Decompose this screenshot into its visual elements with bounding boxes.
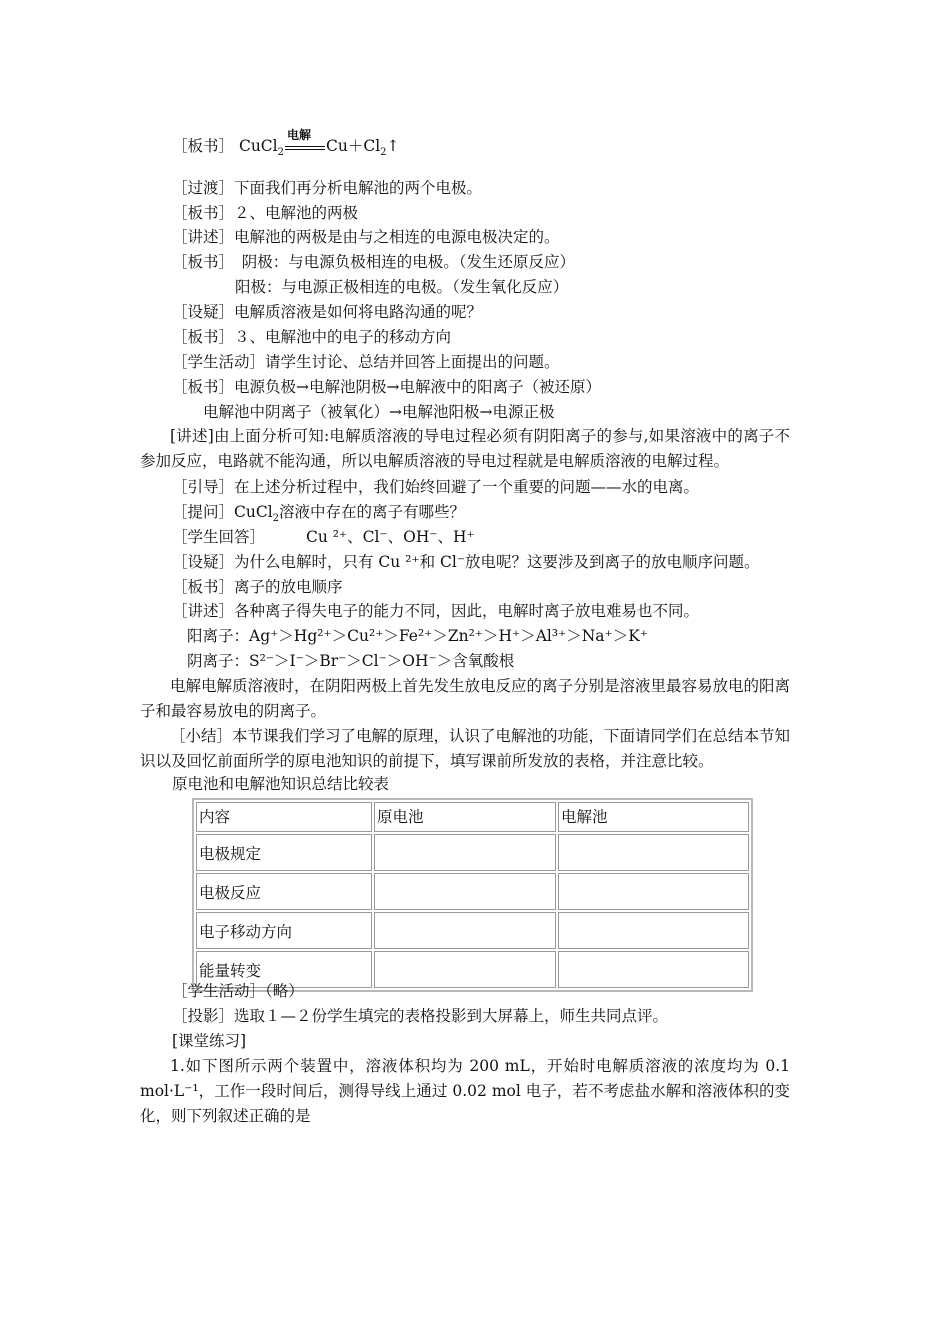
reactant-subscript: 2: [277, 147, 284, 159]
equation-line: [172, 128, 400, 159]
text-line: ［讲述］各种离子得失电子的能力不同，因此，电解时离子放电难易也不同。: [172, 602, 700, 620]
table-header-row: [196, 802, 749, 832]
table-row: [196, 873, 749, 910]
text-line: ［板书］３、电解池中的电子的移动方向: [172, 328, 452, 346]
header-cell: 电解池: [558, 802, 749, 832]
question-line: [172, 502, 466, 525]
line-tag: ［板书］: [172, 137, 235, 155]
cation-order: 阳离子：Ag⁺＞Hg²⁺＞Cu²⁺＞Fe²⁺＞Zn²⁺＞H⁺＞Al³⁺＞Na⁺＞K⁺: [187, 627, 648, 645]
table-row: [196, 834, 749, 871]
row-label: 能量转变: [196, 951, 372, 988]
text-line: 电解池中阴离子（被氧化）→电解池阳极→电源正极: [203, 403, 555, 421]
reactant: CuCl: [238, 137, 278, 155]
table-cell: [374, 951, 556, 988]
subscript: 2: [272, 513, 280, 525]
product-subscript: 2: [380, 147, 387, 159]
question-text: ［提问］CuCl: [172, 503, 273, 521]
header-cell: 内容: [196, 802, 372, 832]
table-caption: 原电池和电解池知识总结比较表: [172, 775, 390, 793]
text-line: ［板书］２、电解池的两极: [172, 204, 359, 222]
line-tag: ［学生回答］: [172, 528, 266, 546]
anion-order: 阴离子：S²⁻＞I⁻＞Br⁻＞Cl⁻＞OH⁻＞含氧酸根: [187, 652, 515, 670]
text-line: ［设疑］电解质溶液是如何将电路沟通的呢？: [172, 303, 483, 321]
text-line: ［设疑］为什么电解时，只有 Cu ²⁺和 Cl⁻放电呢？这要涉及到离子的放电顺序问题。: [172, 553, 760, 571]
table-cell: [558, 951, 749, 988]
text-line: [课堂练习]: [172, 1032, 247, 1050]
exercise-paragraph: 1.如下图所示两个装置中，溶液体积均为 200 mL，开始时电解质溶液的浓度均为 0.1 mol·L⁻¹，工作一段时间后，测得导线上通过 0.02 mol 电子，若不考虑盐水解和溶液体积的变化，则下列叙述正确的是: [140, 1057, 790, 1125]
paragraph: ［小结］本节课我们学习了电解的原理，认识了电解池的功能，下面请同学们在总结本节知识以及回忆前面所学的原电池知识的前提下，填写课前所发放的表格，并注意比较。: [140, 727, 791, 770]
question-text-end: 溶液中存在的离子有哪些？: [279, 503, 466, 521]
gas-arrow: ↑: [386, 137, 400, 155]
table-cell: [374, 912, 556, 949]
row-label: 电极规定: [196, 834, 372, 871]
text-line: ［讲述］电解池的两极是由与之相连的电源电极决定的。: [172, 228, 560, 246]
table-row: [196, 912, 749, 949]
row-label: 电极反应: [196, 873, 372, 910]
text-line: 阳极：与电源正极相连的电极。（发生氧化反应）: [235, 278, 569, 296]
text-line: ［引导］在上述分析过程中，我们始终回避了一个重要的问题——水的电离。: [172, 478, 700, 496]
table-cell: [558, 873, 749, 910]
text-line: ［过渡］下面我们再分析电解池的两个电极。: [172, 179, 483, 197]
reaction-condition: 电解: [287, 128, 312, 142]
table-cell: [558, 834, 749, 871]
text-line: ［学生活动］请学生讨论、总结并回答上面提出的问题。: [172, 353, 560, 371]
product: Cu＋Cl: [326, 137, 381, 155]
text-line: ［板书］电源负极→电解池阴极→电解液中的阳离子（被还原）: [172, 378, 601, 396]
reaction-sign: [285, 128, 325, 157]
ion-list: Cu ²⁺、Cl⁻、OH⁻、H⁺: [305, 528, 475, 546]
comparison-table: [192, 798, 753, 992]
row-label: 电子移动方向: [196, 912, 372, 949]
text-line: ［板书］ 阴极：与电源负极相连的电极。（发生还原反应）: [172, 253, 576, 271]
answer-line: [172, 527, 475, 547]
text-line: ［板书］离子的放电顺序: [172, 578, 343, 596]
paragraph: 电解电解质溶液时，在阴阳两极上首先发生放电反应的离子分别是溶液里最容易放电的阳离子和最容易放电的阴离子。: [140, 677, 791, 720]
text-line: ［学生活动］（略）: [172, 982, 304, 1000]
header-cell: 原电池: [374, 802, 556, 832]
table-cell: [374, 873, 556, 910]
paragraph: [讲述]由上面分析可知:电解质溶液的导电过程必须有阴阳离子的参与,如果溶液中的离子不参加反应，电路就不能沟通，所以电解质溶液的导电过程就是电解质溶液的电解过程。: [140, 427, 790, 470]
table-cell: [558, 912, 749, 949]
table-cell: [374, 834, 556, 871]
text-line: ［投影］选取１—２份学生填完的表格投影到大屏幕上，师生共同点评。: [172, 1007, 669, 1025]
